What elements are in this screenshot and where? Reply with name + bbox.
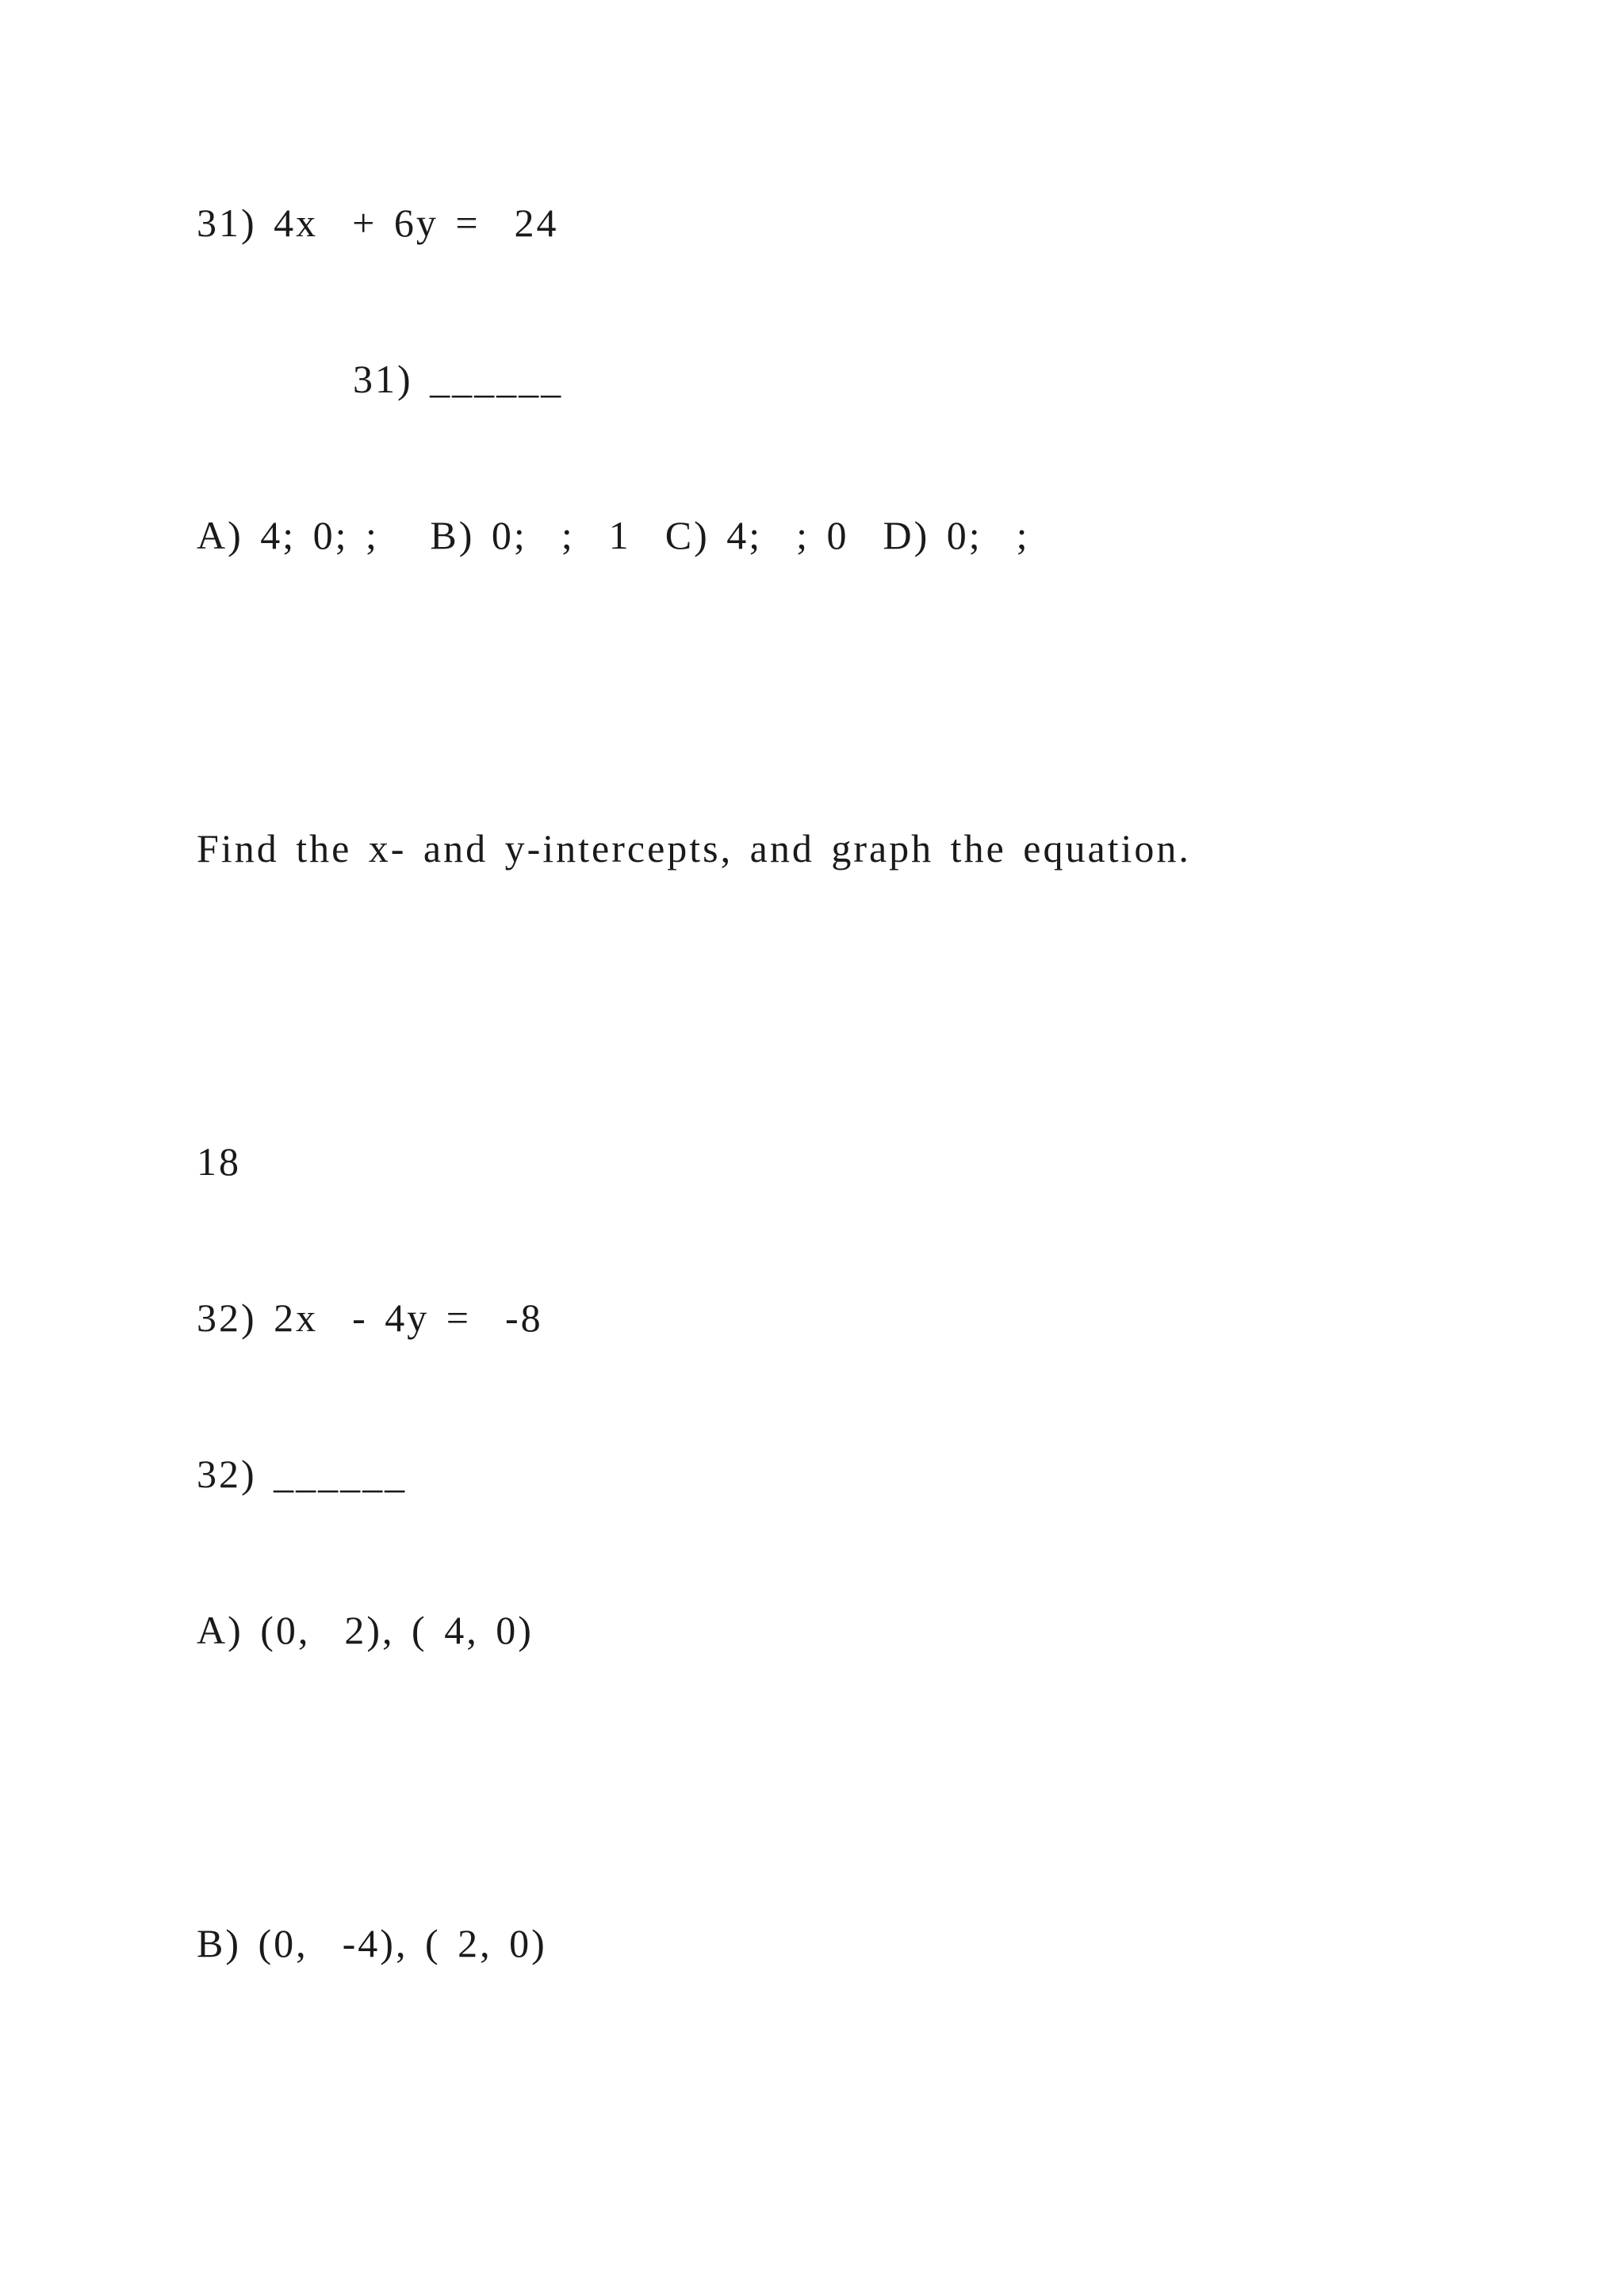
- question-32-choice-b: B) (0, -4), ( 2, 0): [197, 1921, 547, 1965]
- question-32-answer-blank: 32) ______: [197, 1452, 408, 1496]
- question-31-equation: 31) 4x + 6y = 24: [197, 201, 559, 245]
- question-32-equation: 32) 2x - 4y = -8: [197, 1295, 543, 1340]
- instruction-text: Find the x- and y-intercepts, and graph the equation.: [197, 826, 1191, 871]
- question-31-answer-blank: 31) ______: [353, 357, 564, 401]
- question-32-choice-a: A) (0, 2), ( 4, 0): [197, 1608, 534, 1652]
- page-number: 18: [197, 1139, 241, 1184]
- question-31-choices: A) 4; 0; ; B) 0; ; 1 C) 4; ; 0 D) 0; ;: [197, 513, 1030, 557]
